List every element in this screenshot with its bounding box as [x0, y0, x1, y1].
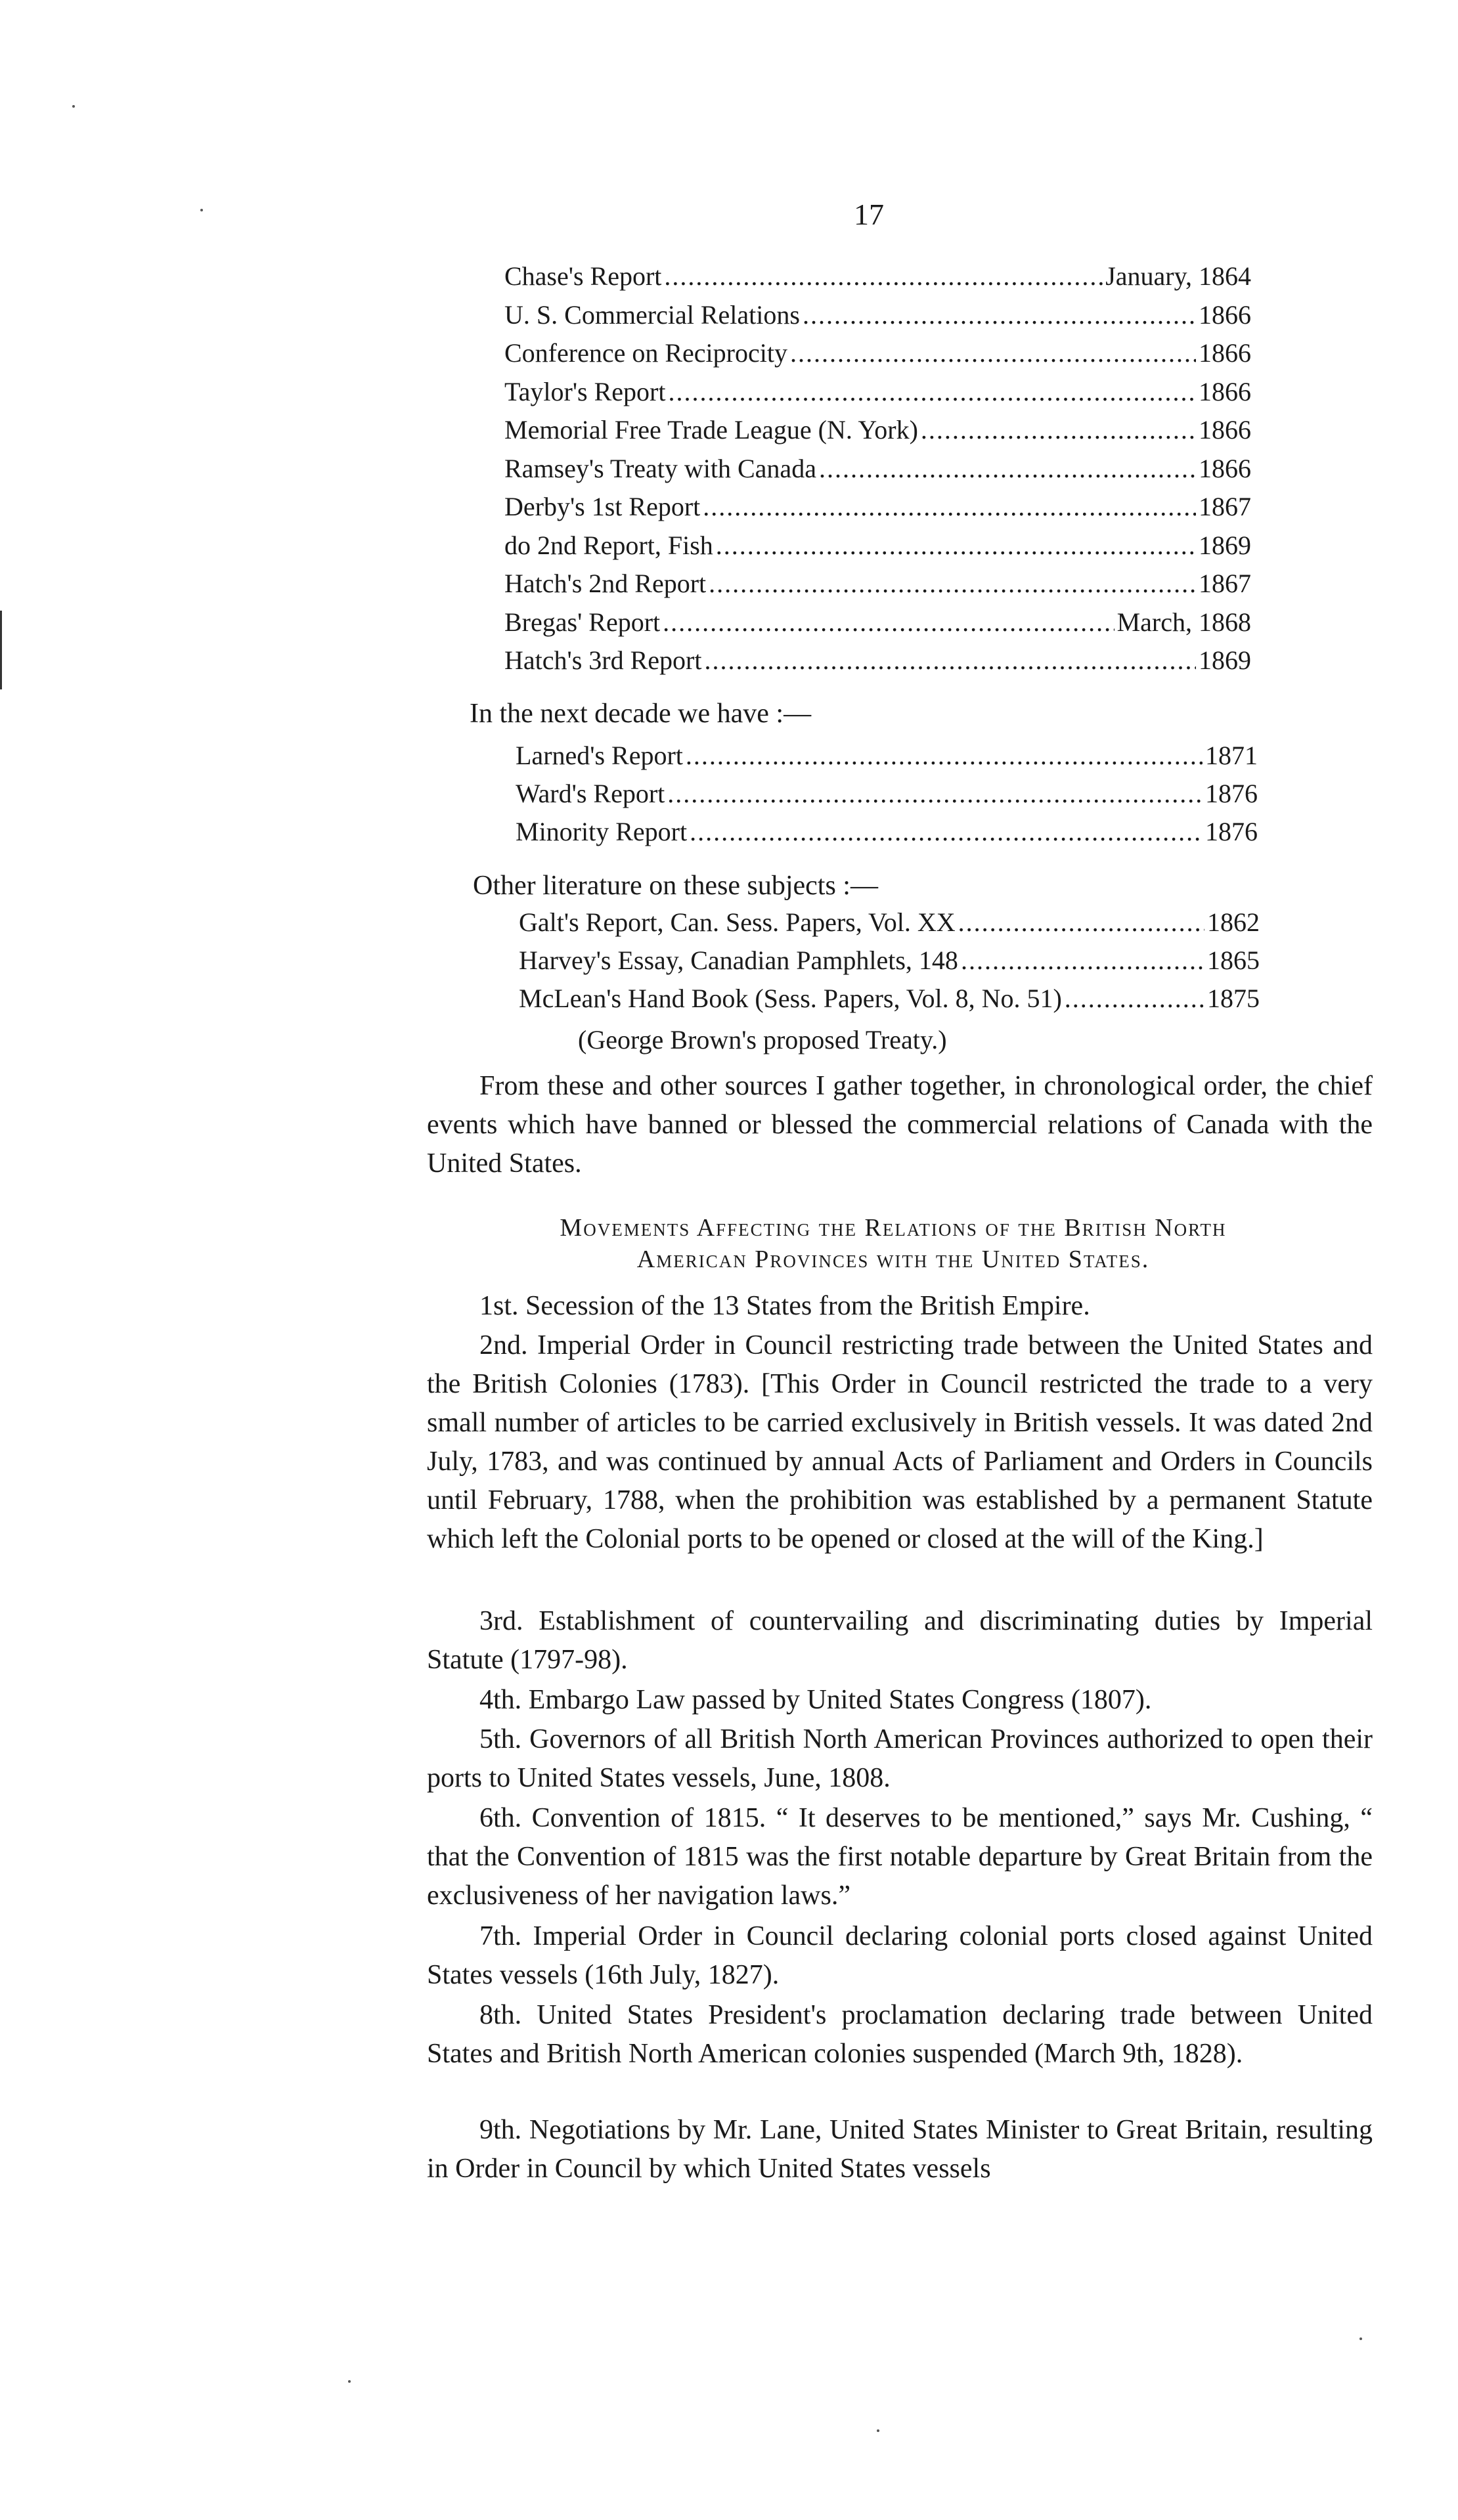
- toc-title: Hatch's 2nd Report: [504, 569, 707, 598]
- dot-leader: [790, 334, 1196, 372]
- section-title-line-1: Movements Affecting the Relations of the British North: [560, 1214, 1227, 1242]
- dot-leader: [664, 257, 1103, 295]
- toc-date: 1867: [1199, 492, 1251, 521]
- dot-leader: [709, 565, 1196, 603]
- next-decade-heading: In the next decade we have :—: [470, 699, 812, 729]
- toc-row: [516, 813, 1258, 851]
- section-title-line-2: American Provinces with the United States.: [636, 1246, 1150, 1273]
- toc-title: do 2nd Report, Fish: [504, 530, 713, 560]
- dot-leader: [668, 373, 1196, 411]
- dot-leader: [803, 296, 1196, 334]
- toc-title: Derby's 1st Report: [504, 492, 701, 521]
- toc-row: [516, 775, 1258, 813]
- toc-date: 1866: [1199, 299, 1251, 330]
- toc-row: [504, 641, 1251, 680]
- toc-title: Larned's Report: [516, 741, 683, 770]
- dot-leader: [958, 903, 1204, 942]
- dot-leader: [819, 450, 1196, 488]
- toc-date: 1867: [1199, 569, 1251, 598]
- speck: [72, 105, 75, 108]
- toc-title: Taylor's Report: [504, 376, 666, 406]
- speck: [348, 2380, 351, 2383]
- dot-leader: [663, 603, 1114, 641]
- dot-leader: [961, 942, 1204, 980]
- dot-leader: [703, 488, 1196, 526]
- toc-title: Conference on Reciprocity: [504, 338, 787, 368]
- dot-leader: [921, 411, 1196, 449]
- event-1: 1st. Secession of the 13 States from the British Empire.: [479, 1291, 1090, 1321]
- toc-row: [504, 450, 1251, 488]
- toc-row: [516, 737, 1258, 775]
- toc-title: Ramsey's Treaty with Canada: [504, 453, 816, 483]
- event-7: 7th. Imperial Order in Council declaring colonial ports closed against United States vessels (16th July, 1827).: [427, 1921, 1373, 1990]
- dot-leader: [704, 641, 1196, 680]
- dot-leader: [686, 737, 1203, 775]
- other-literature-heading: Other literature on these subjects :—: [473, 871, 878, 901]
- toc-title: Bregas' Report: [504, 607, 661, 637]
- toc-row: [504, 527, 1251, 565]
- toc-date: 1875: [1207, 984, 1260, 1013]
- toc-date: 1866: [1199, 415, 1251, 445]
- toc-row: [504, 411, 1251, 449]
- event-4: 4th. Embargo Law passed by United States Congress (1807).: [479, 1685, 1152, 1715]
- toc-date: 1866: [1199, 338, 1251, 368]
- dot-leader: [716, 527, 1196, 565]
- toc-title: U. S. Commercial Relations: [504, 299, 800, 330]
- toc-row: [519, 980, 1260, 1018]
- speck: [877, 2429, 879, 2432]
- toc-title: Hatch's 3rd Report: [504, 645, 702, 675]
- toc-row: [504, 603, 1251, 641]
- toc-row: [504, 565, 1251, 603]
- toc-date: 1865: [1207, 945, 1260, 975]
- toc-row: [504, 296, 1251, 334]
- toc-date: January, 1864: [1105, 261, 1251, 291]
- toc-row: [504, 373, 1251, 411]
- toc-row: [504, 257, 1251, 295]
- page-number: 17: [854, 198, 884, 231]
- event-9: 9th. Negotiations by Mr. Lane, United States Minister to Great Britain, resulting in Order in Council by which United States vessels: [427, 2115, 1373, 2184]
- toc-title: Chase's Report: [504, 261, 662, 291]
- toc-row: [504, 488, 1251, 526]
- toc-row: [504, 334, 1251, 372]
- toc-date: 1862: [1207, 907, 1260, 937]
- toc-title: Galt's Report, Can. Sess. Papers, Vol. XX: [519, 907, 956, 937]
- toc-row: [519, 903, 1260, 942]
- speck: [1359, 2337, 1362, 2340]
- toc-title: Ward's Report: [516, 779, 665, 808]
- dot-leader: [1065, 980, 1204, 1018]
- event-2: 2nd. Imperial Order in Council restricting trade between the United States and the British Colonies (1783). [This Order in Council restricted the trade to a very small number of articles to be carried exclusively in British vessels. It was dated 2nd July, 1783, and was continued by annual Acts of Parliament and Orders in Councils until February, 1788, when the prohibition was established by a permanent Statute which left the Colonial ports to be opened or closed at the will of the King.]: [427, 1330, 1373, 1554]
- toc-date: March, 1868: [1116, 607, 1251, 637]
- event-5: 5th. Governors of all British North American Provinces authorized to open their ports to United States vessels, June, 1808.: [427, 1724, 1373, 1793]
- event-6: 6th. Convention of 1815. “ It deserves to be mentioned,” says Mr. Cushing, “ that the Convention of 1815 was the first notable departure by Great Britain from the exclusiveness of her navigation laws.”: [427, 1803, 1373, 1911]
- toc-date: 1876: [1205, 779, 1258, 808]
- event-3: 3rd. Establishment of countervailing and discriminating duties by Imperial Statute (1797-98).: [427, 1606, 1373, 1675]
- toc-date: 1866: [1199, 376, 1251, 406]
- event-8: 8th. United States President's proclamation declaring trade between United States and British North American colonies suspended (March 9th, 1828).: [427, 2000, 1373, 2069]
- toc-date: 1869: [1199, 645, 1251, 675]
- speck: [200, 209, 203, 211]
- toc-date: 1866: [1199, 453, 1251, 483]
- toc-title: Memorial Free Trade League (N. York): [504, 415, 918, 445]
- dot-leader: [667, 775, 1203, 813]
- toc-title: McLean's Hand Book (Sess. Papers, Vol. 8, No. 51): [519, 984, 1062, 1013]
- toc-date: 1869: [1199, 530, 1251, 560]
- toc-title: Harvey's Essay, Canadian Pamphlets, 148: [519, 945, 958, 975]
- toc-title: Minority Report: [516, 817, 688, 846]
- toc-date: 1876: [1205, 817, 1258, 846]
- dot-leader: [690, 813, 1203, 851]
- other-literature-note: (George Brown's proposed Treaty.): [578, 1025, 947, 1054]
- intro-paragraph: From these and other sources I gather together, in chronological order, the chief events which have banned or blessed the commercial relations of Canada with the United States.: [427, 1071, 1373, 1179]
- page-edge-mark: [0, 611, 2, 689]
- toc-row: [519, 942, 1260, 980]
- toc-date: 1871: [1205, 741, 1258, 770]
